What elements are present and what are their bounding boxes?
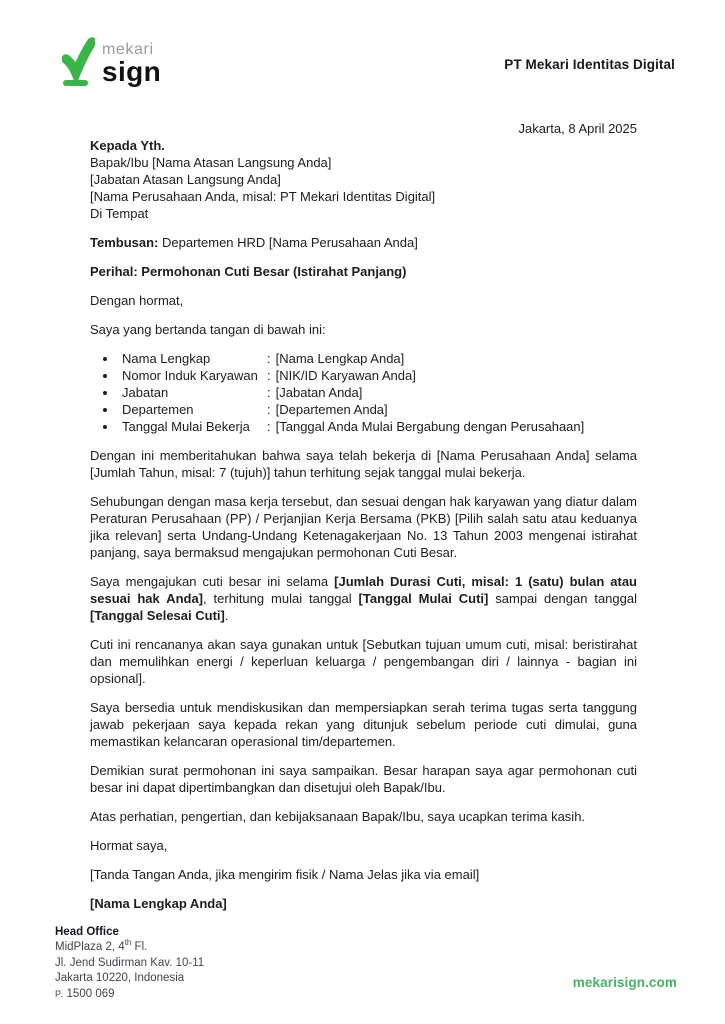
address-line-1: MidPlaza 2, 4th Fl. bbox=[55, 938, 148, 953]
paragraph-legal-basis: Sehubungan dengan masa kerja tersebut, dan sesuai dengan hak karyawan yang diatur dalam Peraturan Perusahaan (PP) / Perjanjian Kerja Bersama (PKB) [Pilih salah satu atau keduanya jika relevan] serta Undang-Undang Ketenagakerjaan No. 13 Tahun 2003 mengenai istirahat panjang, saya bermaksud mengajukan permohonan Cuti Besar. bbox=[90, 494, 637, 560]
bullet-icon bbox=[103, 425, 107, 429]
office-title: Head Office bbox=[55, 925, 119, 938]
detail-colon: : bbox=[267, 351, 271, 366]
detail-label: Jabatan bbox=[122, 385, 169, 400]
letterhead bbox=[0, 0, 725, 88]
recipient-block bbox=[90, 137, 637, 222]
paragraph-tenure: Dengan ini memberitahukan bahwa saya telah bekerja di [Nama Perusahaan Anda] selama [Jumlah Tahun, misal: 7 (tujuh)] tahun terhitung sejak tanggal mulai bekerja. bbox=[90, 448, 637, 480]
brand-name-mekari: mekari bbox=[102, 41, 154, 58]
detail-value: : [NIK/ID Karyawan Anda] bbox=[267, 368, 416, 383]
address-line-3: Jakarta 10220, Indonesia bbox=[55, 972, 185, 984]
signature-name: [Nama Lengkap Anda] bbox=[90, 896, 227, 911]
bullet-icon bbox=[103, 391, 107, 395]
brand-logo bbox=[62, 36, 161, 88]
detail-label: Departemen bbox=[122, 402, 194, 417]
cc-line bbox=[90, 234, 637, 251]
paragraph-handover: Saya bersedia untuk mendiskusikan dan mempersiapkan serah terima tugas serta tanggung jawab pekerjaan saya kepada rekan yang ditunjuk sebelum periode cuti dimulai, guna memastikan kelancaran operasional tim/departemen. bbox=[90, 700, 637, 749]
bullet-icon bbox=[103, 357, 107, 361]
recipient-line: Di Tempat bbox=[90, 206, 149, 221]
salutation: Kepada Yth. bbox=[90, 138, 165, 153]
detail-value: : [Departemen Anda] bbox=[267, 402, 388, 417]
signature-placeholder: [Tanda Tangan Anda, jika mengirim fisik / Nama Jelas jika via email] bbox=[90, 867, 480, 882]
detail-value: : [Nama Lengkap Anda] bbox=[267, 351, 405, 366]
detail-value: : [Jabatan Anda] bbox=[267, 385, 363, 400]
intro-line: Saya yang bertanda tangan di bawah ini: bbox=[90, 322, 326, 337]
detail-colon: : bbox=[267, 402, 271, 417]
letter-content bbox=[0, 88, 725, 912]
phone-label: P. bbox=[55, 988, 64, 999]
employee-details-list bbox=[90, 350, 637, 435]
detail-colon: : bbox=[267, 385, 271, 400]
detail-colon: : bbox=[267, 419, 271, 434]
paragraph-purpose: Cuti ini rencananya akan saya gunakan untuk [Sebutkan tujuan umum cuti, misal: beristirahat dan memulihkan energi / keperluan keluarga / pengembangan diri / lainnya - bagian ini opsional]. bbox=[90, 637, 637, 686]
bullet-icon bbox=[103, 374, 107, 378]
detail-value: : [Tanggal Anda Mulai Bergabung dengan Perusahaan] bbox=[267, 419, 585, 434]
detail-row bbox=[90, 418, 637, 435]
cc-label: Tembusan: bbox=[90, 235, 159, 250]
head-office-block bbox=[55, 925, 204, 1003]
recipient-line: [Jabatan Atasan Langsung Anda] bbox=[90, 172, 281, 187]
detail-colon: : bbox=[267, 368, 271, 383]
detail-row bbox=[90, 401, 637, 418]
detail-row bbox=[90, 367, 637, 384]
sign-off: Hormat saya, bbox=[90, 838, 168, 853]
company-name: PT Mekari Identitas Digital bbox=[504, 57, 675, 72]
subject-line: Perihal: Permohonan Cuti Besar (Istirahat Panjang) bbox=[90, 264, 407, 279]
recipient-line: Bapak/Ibu [Nama Atasan Langsung Anda] bbox=[90, 155, 332, 170]
opening-salutation: Dengan hormat, bbox=[90, 293, 184, 308]
detail-label: Nama Lengkap bbox=[122, 351, 211, 366]
brand-name-sign: sign bbox=[102, 56, 162, 87]
paragraph-duration: Saya mengajukan cuti besar ini selama [Jumlah Durasi Cuti, misal: 1 (satu) bulan atau sesuai hak Anda], terhitung mulai tanggal [Tanggal Mulai Cuti] sampai dengan tanggal [Tanggal Selesai Cuti]. bbox=[90, 574, 637, 623]
detail-label: Tanggal Mulai Bekerja bbox=[122, 419, 250, 434]
footer bbox=[0, 925, 725, 1024]
recipient-line: [Nama Perusahaan Anda, misal: PT Mekari Identitas Digital] bbox=[90, 189, 436, 204]
cc-text: Departemen HRD [Nama Perusahaan Anda] bbox=[158, 235, 418, 250]
checkmark-icon bbox=[62, 36, 95, 88]
detail-row bbox=[90, 384, 637, 401]
paragraph-closing: Demikian surat permohonan ini saya sampaikan. Besar harapan saya agar permohonan cuti besar ini dapat dipertimbangkan dan disetujui oleh Bapak/Ibu. bbox=[90, 763, 637, 795]
address-line-2: Jl. Jend Sudirman Kav. 10-11 bbox=[55, 956, 205, 969]
date-line: Jakarta, 8 April 2025 bbox=[518, 121, 637, 136]
brand-wordmark bbox=[102, 42, 161, 85]
phone-line bbox=[55, 987, 204, 1003]
detail-label: Nomor Induk Karyawan bbox=[122, 368, 258, 383]
bullet-icon bbox=[103, 408, 107, 412]
paragraph-thanks: Atas perhatian, pengertian, dan kebijaksanaan Bapak/Ibu, saya ucapkan terima kasih. bbox=[90, 809, 586, 824]
website-link[interactable]: mekarisign.com bbox=[572, 975, 677, 990]
detail-row bbox=[90, 350, 637, 367]
phone-number: 1500 069 bbox=[63, 987, 115, 1000]
